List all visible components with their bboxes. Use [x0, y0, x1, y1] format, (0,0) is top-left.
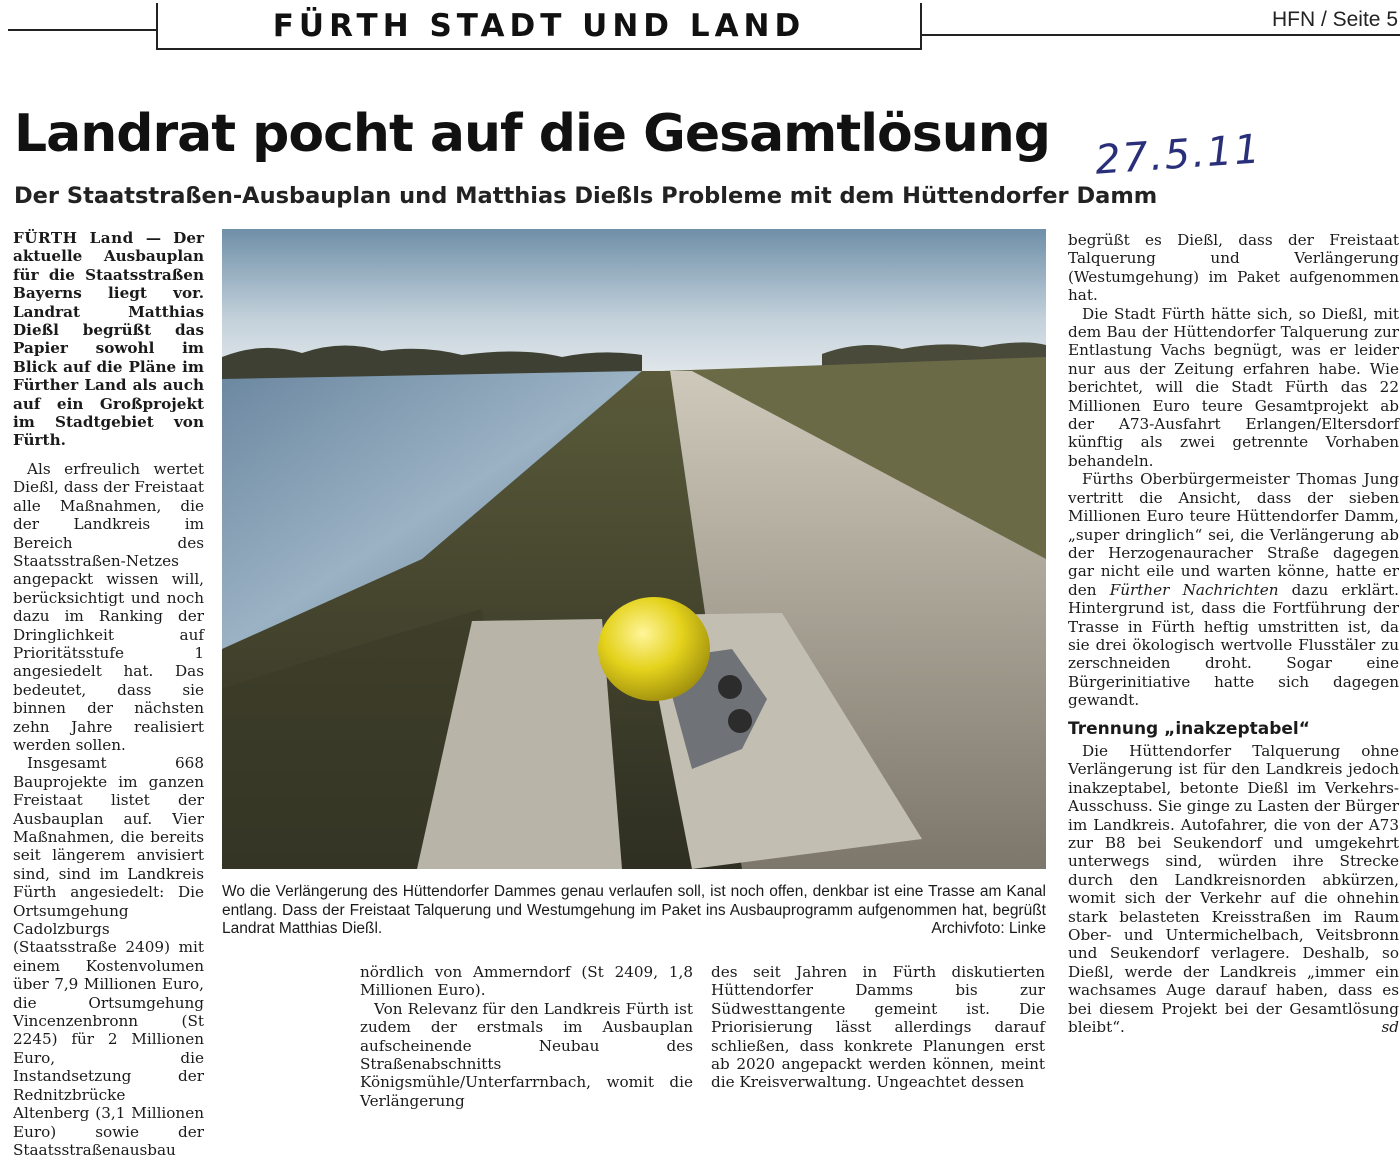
paragraph: des seit Jahren in Fürth diskutierten Hüttendorfer Damms bis zur Südwesttangente gemeint ist. Die Priorisierung lässt allerdings darauf schließen, dass konkrete Planungen erst ab 2020 angepackt werden können, meint die Kreisverwaltung. Ungeachtet dessen — [711, 963, 1045, 1092]
canal-dam-photo — [222, 229, 1046, 869]
article-column-2 — [360, 963, 693, 1110]
newspaper-name: Fürther Nachrichten — [1109, 580, 1279, 599]
paragraph: Insgesamt 668 Bauprojekte im ganzen Freistaat listet der Ausbauplan auf. Vier Maßnahmen, die bereits seit längerem anvisiert sind, sind im Landkreis Fürth angesiedelt: Die Ortsumgehung Cadolzburgs (Staatsstraße 2409) mit einem Kostenvolumen über 7,9 Millionen Euro, die Ortsumgehung Vincenzenbronn (St 2245) für 2 Millionen Euro, die Instandsetzung der Rednitzbrücke Altenberg (3,1 Millionen Euro) sowie der Staatsstraßenausbau — [13, 754, 204, 1159]
caption-text: Wo die Verlängerung des Hüttendorfer Dammes genau verlaufen soll, ist noch offen, denkbar ist eine Trasse am Kanal entlang. Dass der Freistaat Talquerung und Westumgehung im Paket ins Ausbauprogramm aufgenommen hat, begrüßt Landrat Matthias Dießl. — [222, 883, 1046, 937]
page-reference: HFN / Seite 5 — [1271, 8, 1398, 31]
handwritten-date: 27.5.11 — [1093, 126, 1264, 184]
author-signature: sd — [1381, 1018, 1399, 1037]
ressort-box — [156, 3, 922, 50]
photo-credit: Archivfoto: Linke — [931, 920, 1046, 937]
section-subtitle: Trennung „inakzeptabel“ — [1068, 718, 1310, 739]
ressort-title: FÜRTH STADT UND LAND — [272, 7, 806, 44]
photo-caption — [222, 883, 1046, 939]
paragraph: begrüßt es Dießl, dass der Freistaat Talquerung und Verlängerung (Westumgehung) im Paket aufgenommen hat. — [1068, 231, 1399, 305]
paragraph: Die Stadt Fürth hätte sich, so Dießl, mit dem Bau der Hüttendorfer Talquerung zur Entlastung Vachs begnügt, was er leider nur aus der Zeitung erfahren habe. Wie berichtet, will die Stadt Fürth das 22 Millionen Euro teure Gesamtprojekt ab der A73-Ausfahrt Erlangen/Eltersdorf künftig als zwei getrennte Vorhaben behandeln. — [1068, 304, 1399, 470]
article-column-4 — [1068, 231, 1399, 1036]
paragraph — [1068, 470, 1399, 709]
paragraph: nördlich von Ammerndorf (St 2409, 1,8 Millionen Euro). — [360, 963, 693, 1000]
paragraph: Von Relevanz für den Landkreis Fürth ist zudem der erstmals im Ausbauplan aufscheinende Neubau des Straßenabschnitts Königsmühle/Unterfarrnbach, womit die Verlängerung — [360, 999, 693, 1110]
paragraph — [1068, 742, 1399, 1037]
subheadline: Der Staatstraßen-Ausbauplan und Matthias Dießls Probleme mit dem Hüttendorfer Damm — [14, 183, 1158, 209]
paragraph-text: dazu erklärt. Hintergrund ist, dass die Fortführung der Trasse in Fürth heftig umstritten ist, da sie drei ökologisch wertvolle Flusstäler zu zerschneiden droht. Sogar eine Bürgerinitiative hatte sich dagegen gewandt. — [1068, 580, 1399, 710]
headline: Landrat pocht auf die Gesamtlösung — [14, 104, 1050, 164]
header-rule-left — [8, 29, 156, 31]
dateline: FÜRTH Land — — [13, 229, 162, 247]
header-rule-right — [922, 34, 1400, 36]
lead-paragraph — [13, 229, 204, 450]
article-column-3 — [711, 963, 1045, 1092]
paragraph-text: Fürths Oberbürgermeister Thomas Jung vertritt die Ansicht, dass der sieben Millionen Euro teure Hüttendorfer Damm, „super dringlich“ sei, die Verlängerung ab der Herzogenauracher Straße dagegen gar nicht eile und warten könne, hatte er den — [1068, 470, 1399, 599]
article-column-1 — [13, 229, 204, 1159]
paragraph: Als erfreulich wertet Dießl, dass der Freistaat alle Maßnahmen, die der Landkreis im Bereich des Staatsstraßen-Netzes angepackt wissen will, berücksichtigt und noch dazu im Ranking der Dringlichkeit auf Prioritätsstufe 1 angesiedelt hat. Das bedeutet, dass sie binnen der nächsten zehn Jahre realisiert werden sollen. — [13, 459, 204, 754]
lead-text: Der aktuelle Ausbauplan für die Staatsstraßen Bayerns liegt vor. Landrat Matthias Dießl begrüßt das Papier sowohl im Blick auf die Pläne im Fürther Land als auch auf ein Großprojekt im Stadtgebiet von Fürth. — [13, 229, 204, 450]
paragraph-text: Die Hüttendorfer Talquerung ohne Verlängerung ist für den Landkreis jedoch inakzeptabel, betonte Dießl im Verkehrs-Ausschuss. Sie ginge zu Lasten der Bürger im Landkreis. Autofahrer, die von der A73 zur B8 bei Seukendorf und umgekehrt unterwegs sind, würden ihre Strecke durch den Landkreisnorden abkürzen, womit sich der Verkehr auf die ohnehin stark belasteten Kreisstraßen im Raum Ober- und Untermichelbach, Veitsbronn und Seukendorf verlagere. Deshalb, so Dießl, werde der Landkreis „immer ein wachsames Auge darauf haben, dass es bei diesem Projekt bei der Gesamtlösung bleibt“. — [1068, 741, 1399, 1037]
article-photo — [222, 229, 1046, 869]
